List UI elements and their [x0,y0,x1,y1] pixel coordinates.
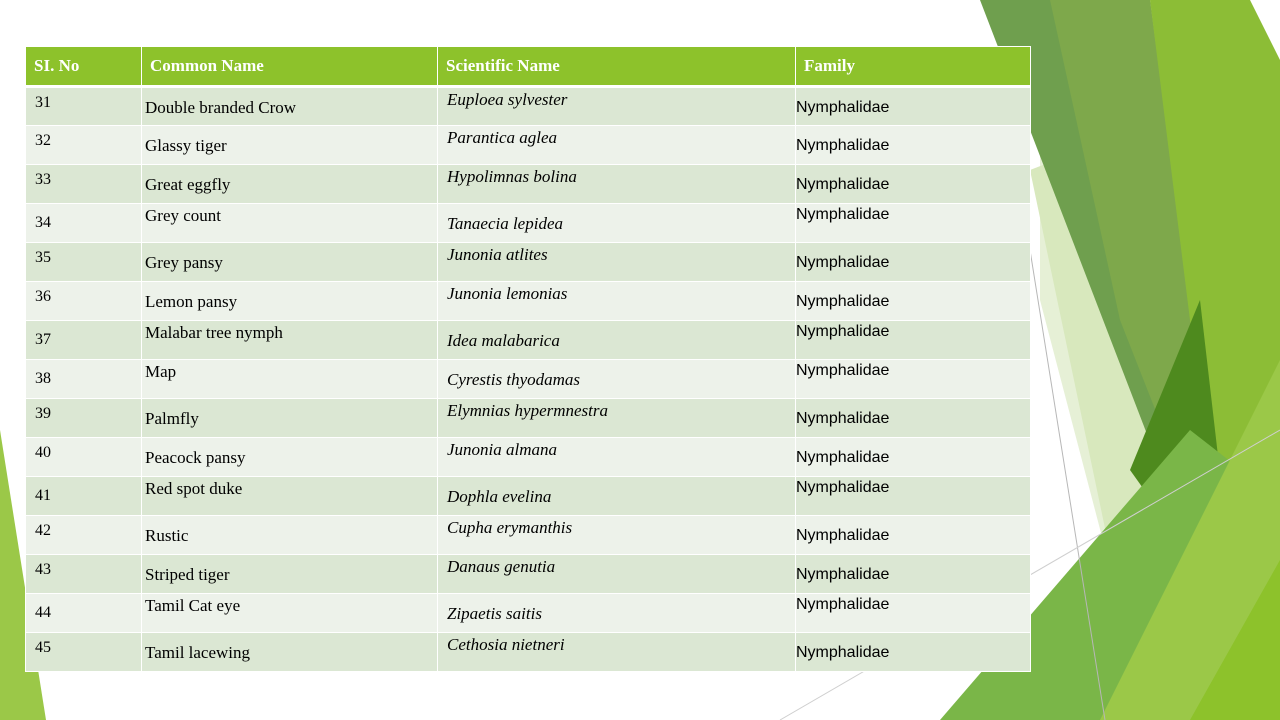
table-row [26,633,1031,672]
table-row [26,282,1031,321]
table-row [26,399,1031,438]
table-row [26,360,1031,399]
cell-si-no: 45 [26,633,142,672]
cell-scientific-name: Junonia almana [438,438,796,477]
table-row [26,204,1031,243]
table-row [26,438,1031,477]
header-common-name: Common Name [142,47,438,87]
cell-si-no: 35 [26,243,142,282]
cell-si-no: 32 [26,126,142,165]
table-row [26,165,1031,204]
cell-si-no: 43 [26,555,142,594]
cell-si-no: 38 [26,360,142,399]
cell-scientific-name: Cupha erymanthis [438,516,796,555]
cell-si-no: 40 [26,438,142,477]
cell-common-name: Glassy tiger [142,126,438,165]
cell-family: Nymphalidae [796,477,1031,516]
cell-family: Nymphalidae [796,243,1031,282]
cell-common-name: Tamil Cat eye [142,594,438,633]
cell-common-name: Map [142,360,438,399]
table-row [26,321,1031,360]
cell-family: Nymphalidae [796,555,1031,594]
header-si-no: SI. No [26,47,142,87]
cell-common-name: Great eggfly [142,165,438,204]
cell-si-no: 42 [26,516,142,555]
cell-common-name: Malabar tree nymph [142,321,438,360]
cell-family: Nymphalidae [796,633,1031,672]
cell-scientific-name: Euploea sylvester [438,87,796,126]
cell-si-no: 33 [26,165,142,204]
cell-common-name: Double branded Crow [142,87,438,126]
cell-common-name: Tamil lacewing [142,633,438,672]
cell-family: Nymphalidae [796,321,1031,360]
cell-scientific-name: Elymnias hypermnestra [438,399,796,438]
table-row [26,126,1031,165]
table-row [26,555,1031,594]
cell-family: Nymphalidae [796,126,1031,165]
cell-common-name: Palmfly [142,399,438,438]
cell-scientific-name: Parantica aglea [438,126,796,165]
cell-scientific-name: Dophla evelina [438,477,796,516]
cell-common-name: Grey count [142,204,438,243]
cell-scientific-name: Junonia atlites [438,243,796,282]
table-row [26,243,1031,282]
cell-scientific-name: Idea malabarica [438,321,796,360]
cell-scientific-name: Danaus genutia [438,555,796,594]
cell-common-name: Striped tiger [142,555,438,594]
cell-family: Nymphalidae [796,282,1031,321]
cell-common-name: Grey pansy [142,243,438,282]
cell-scientific-name: Zipaetis saitis [438,594,796,633]
table-row [26,87,1031,126]
header-family: Family [796,47,1031,87]
cell-scientific-name: Tanaecia lepidea [438,204,796,243]
cell-si-no: 44 [26,594,142,633]
cell-si-no: 34 [26,204,142,243]
cell-common-name: Lemon pansy [142,282,438,321]
cell-si-no: 37 [26,321,142,360]
cell-scientific-name: Cethosia nietneri [438,633,796,672]
cell-family: Nymphalidae [796,360,1031,399]
cell-scientific-name: Hypolimnas bolina [438,165,796,204]
cell-family: Nymphalidae [796,594,1031,633]
cell-si-no: 41 [26,477,142,516]
cell-family: Nymphalidae [796,165,1031,204]
cell-si-no: 31 [26,87,142,126]
cell-si-no: 39 [26,399,142,438]
cell-scientific-name: Cyrestis thyodamas [438,360,796,399]
cell-family: Nymphalidae [796,516,1031,555]
header-scientific-name: Scientific Name [438,47,796,87]
cell-family: Nymphalidae [796,204,1031,243]
cell-family: Nymphalidae [796,438,1031,477]
butterfly-table [25,46,1031,672]
cell-family: Nymphalidae [796,399,1031,438]
table-row [26,594,1031,633]
table-header-row [26,47,1031,87]
cell-common-name: Rustic [142,516,438,555]
cell-scientific-name: Junonia lemonias [438,282,796,321]
table-row [26,477,1031,516]
cell-common-name: Peacock pansy [142,438,438,477]
cell-family: Nymphalidae [796,87,1031,126]
cell-common-name: Red spot duke [142,477,438,516]
table-row [26,516,1031,555]
cell-si-no: 36 [26,282,142,321]
